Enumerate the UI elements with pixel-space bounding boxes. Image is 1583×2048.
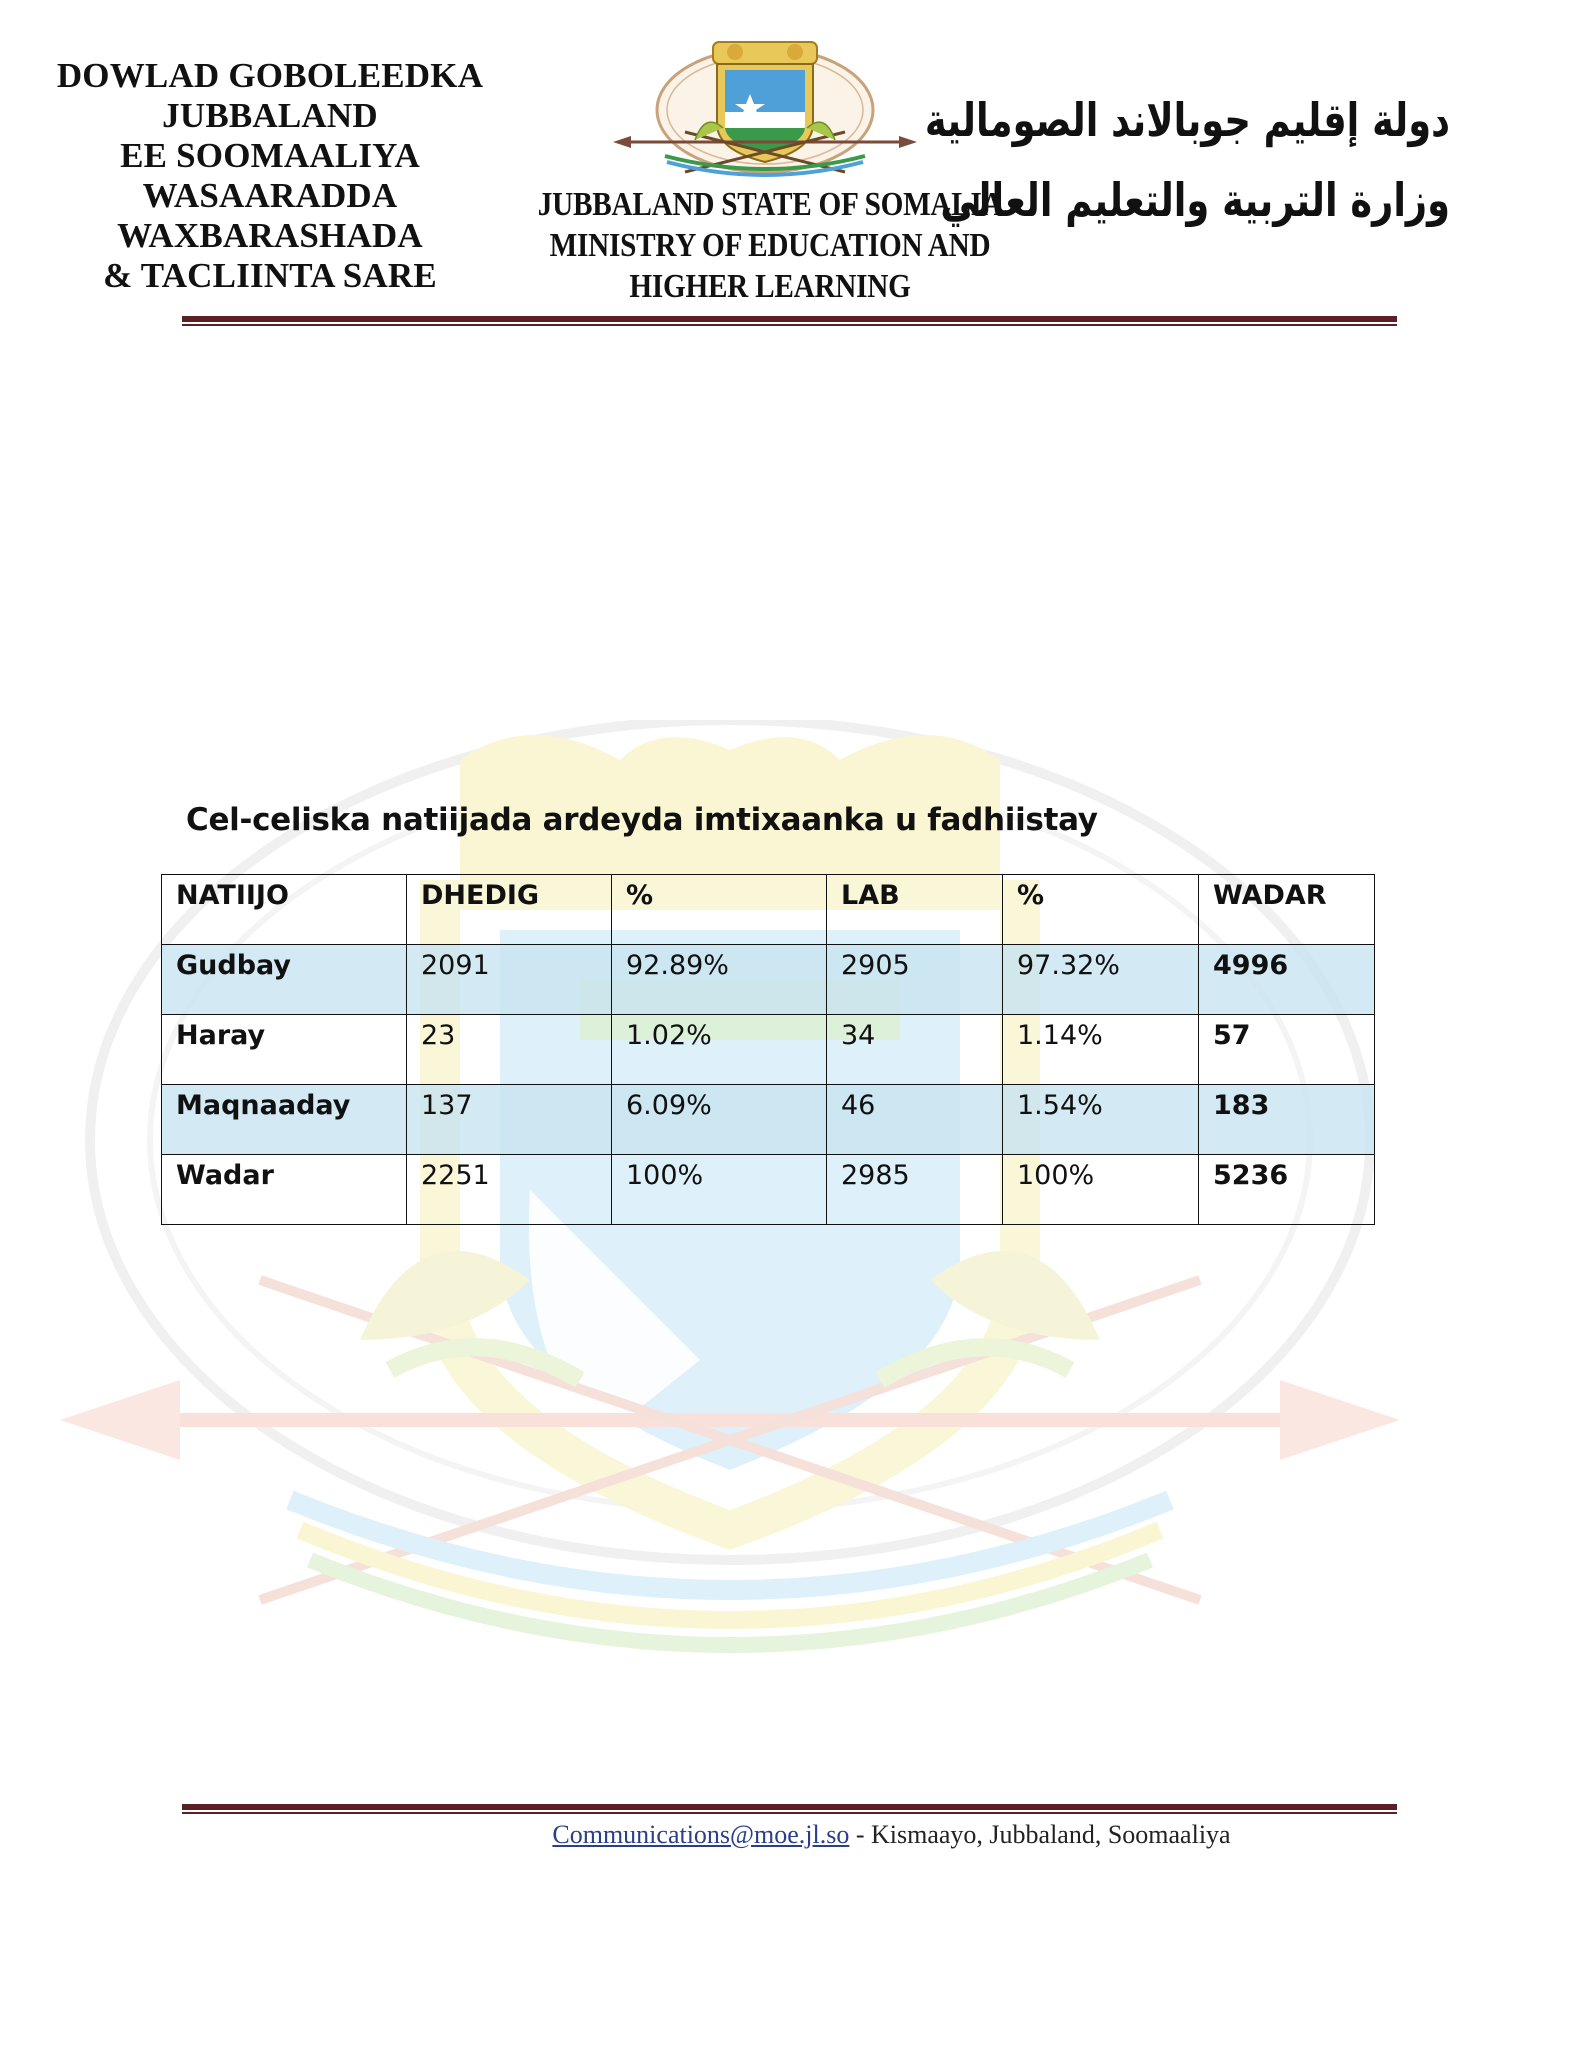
table-row: [162, 945, 1375, 1015]
row-total: 183: [1199, 1085, 1375, 1155]
header-english-line: MINISTRY OF EDUCATION AND: [549, 227, 991, 264]
table-cell: 1.02%: [612, 1015, 827, 1085]
table-row: [162, 1085, 1375, 1155]
document-title: Cel-celiska natiijada ardeyda imtixaanka u fadhiistay: [186, 802, 1098, 838]
table-cell: 97.32%: [1003, 945, 1199, 1015]
header-somali-line: JUBBALAND: [162, 96, 378, 135]
table-cell: 6.09%: [612, 1085, 827, 1155]
row-label: Haray: [162, 1015, 407, 1085]
row-total: 4996: [1199, 945, 1375, 1015]
table-row: [162, 1015, 1375, 1085]
table-cell: 1.14%: [1003, 1015, 1199, 1085]
table-header-row: [162, 875, 1375, 945]
jubbaland-emblem-logo: [605, 32, 925, 182]
table-cell: 100%: [1003, 1155, 1199, 1225]
header-cell-lab-percent: %: [1003, 875, 1199, 945]
table-cell: 23: [407, 1015, 612, 1085]
table-cell: 2985: [827, 1155, 1003, 1225]
header-cell-dhedig: DHEDIG: [407, 875, 612, 945]
header-somali-line: DOWLAD GOBOLEEDKA: [56, 56, 484, 95]
table-row: [162, 1155, 1375, 1225]
header-somali-line: WASAARADDA: [142, 176, 398, 215]
row-label: Gudbay: [162, 945, 407, 1015]
table-cell: 34: [827, 1015, 1003, 1085]
table-cell: 92.89%: [612, 945, 827, 1015]
row-total: 57: [1199, 1015, 1375, 1085]
header-english-line: HIGHER LEARNING: [629, 268, 911, 305]
header-cell-lab: LAB: [827, 875, 1003, 945]
footer-email-link[interactable]: Communications@moe.jl.so: [552, 1820, 850, 1849]
table-cell: 2905: [827, 945, 1003, 1015]
footer: [0, 1820, 1583, 1850]
results-table: [161, 874, 1375, 1225]
header-somali-title: [30, 56, 510, 296]
header-arabic-line: وزارة التربية والتعليم العالي: [940, 173, 1450, 227]
table-cell: 1.54%: [1003, 1085, 1199, 1155]
header-cell-dhedig-percent: %: [612, 875, 827, 945]
row-label: Maqnaaday: [162, 1085, 407, 1155]
row-label: Wadar: [162, 1155, 407, 1225]
footer-divider: [182, 1804, 1397, 1814]
table-cell: 137: [407, 1085, 612, 1155]
header-divider: [182, 316, 1397, 326]
table-cell: 2091: [407, 945, 612, 1015]
header-arabic-title: [924, 80, 1450, 240]
table-cell: 46: [827, 1085, 1003, 1155]
row-total: 5236: [1199, 1155, 1375, 1225]
header-english-line: JUBBALAND STATE OF SOMALIA: [537, 186, 1003, 223]
table-cell: 100%: [612, 1155, 827, 1225]
footer-address: - Kismaayo, Jubbaland, Soomaaliya: [849, 1820, 1231, 1849]
table-cell: 2251: [407, 1155, 612, 1225]
header-somali-line: WAXBARASHADA: [117, 216, 423, 255]
header-arabic-line: دولة إقليم جوبالاند الصومالية: [924, 93, 1450, 147]
header-cell-natiijo: NATIIJO: [162, 875, 407, 945]
header-somali-line: & TACLIINTA SARE: [103, 256, 437, 295]
header-cell-wadar: WADAR: [1199, 875, 1375, 945]
header-english-title: [538, 184, 1002, 307]
header-somali-line: EE SOOMAALIYA: [120, 136, 420, 175]
